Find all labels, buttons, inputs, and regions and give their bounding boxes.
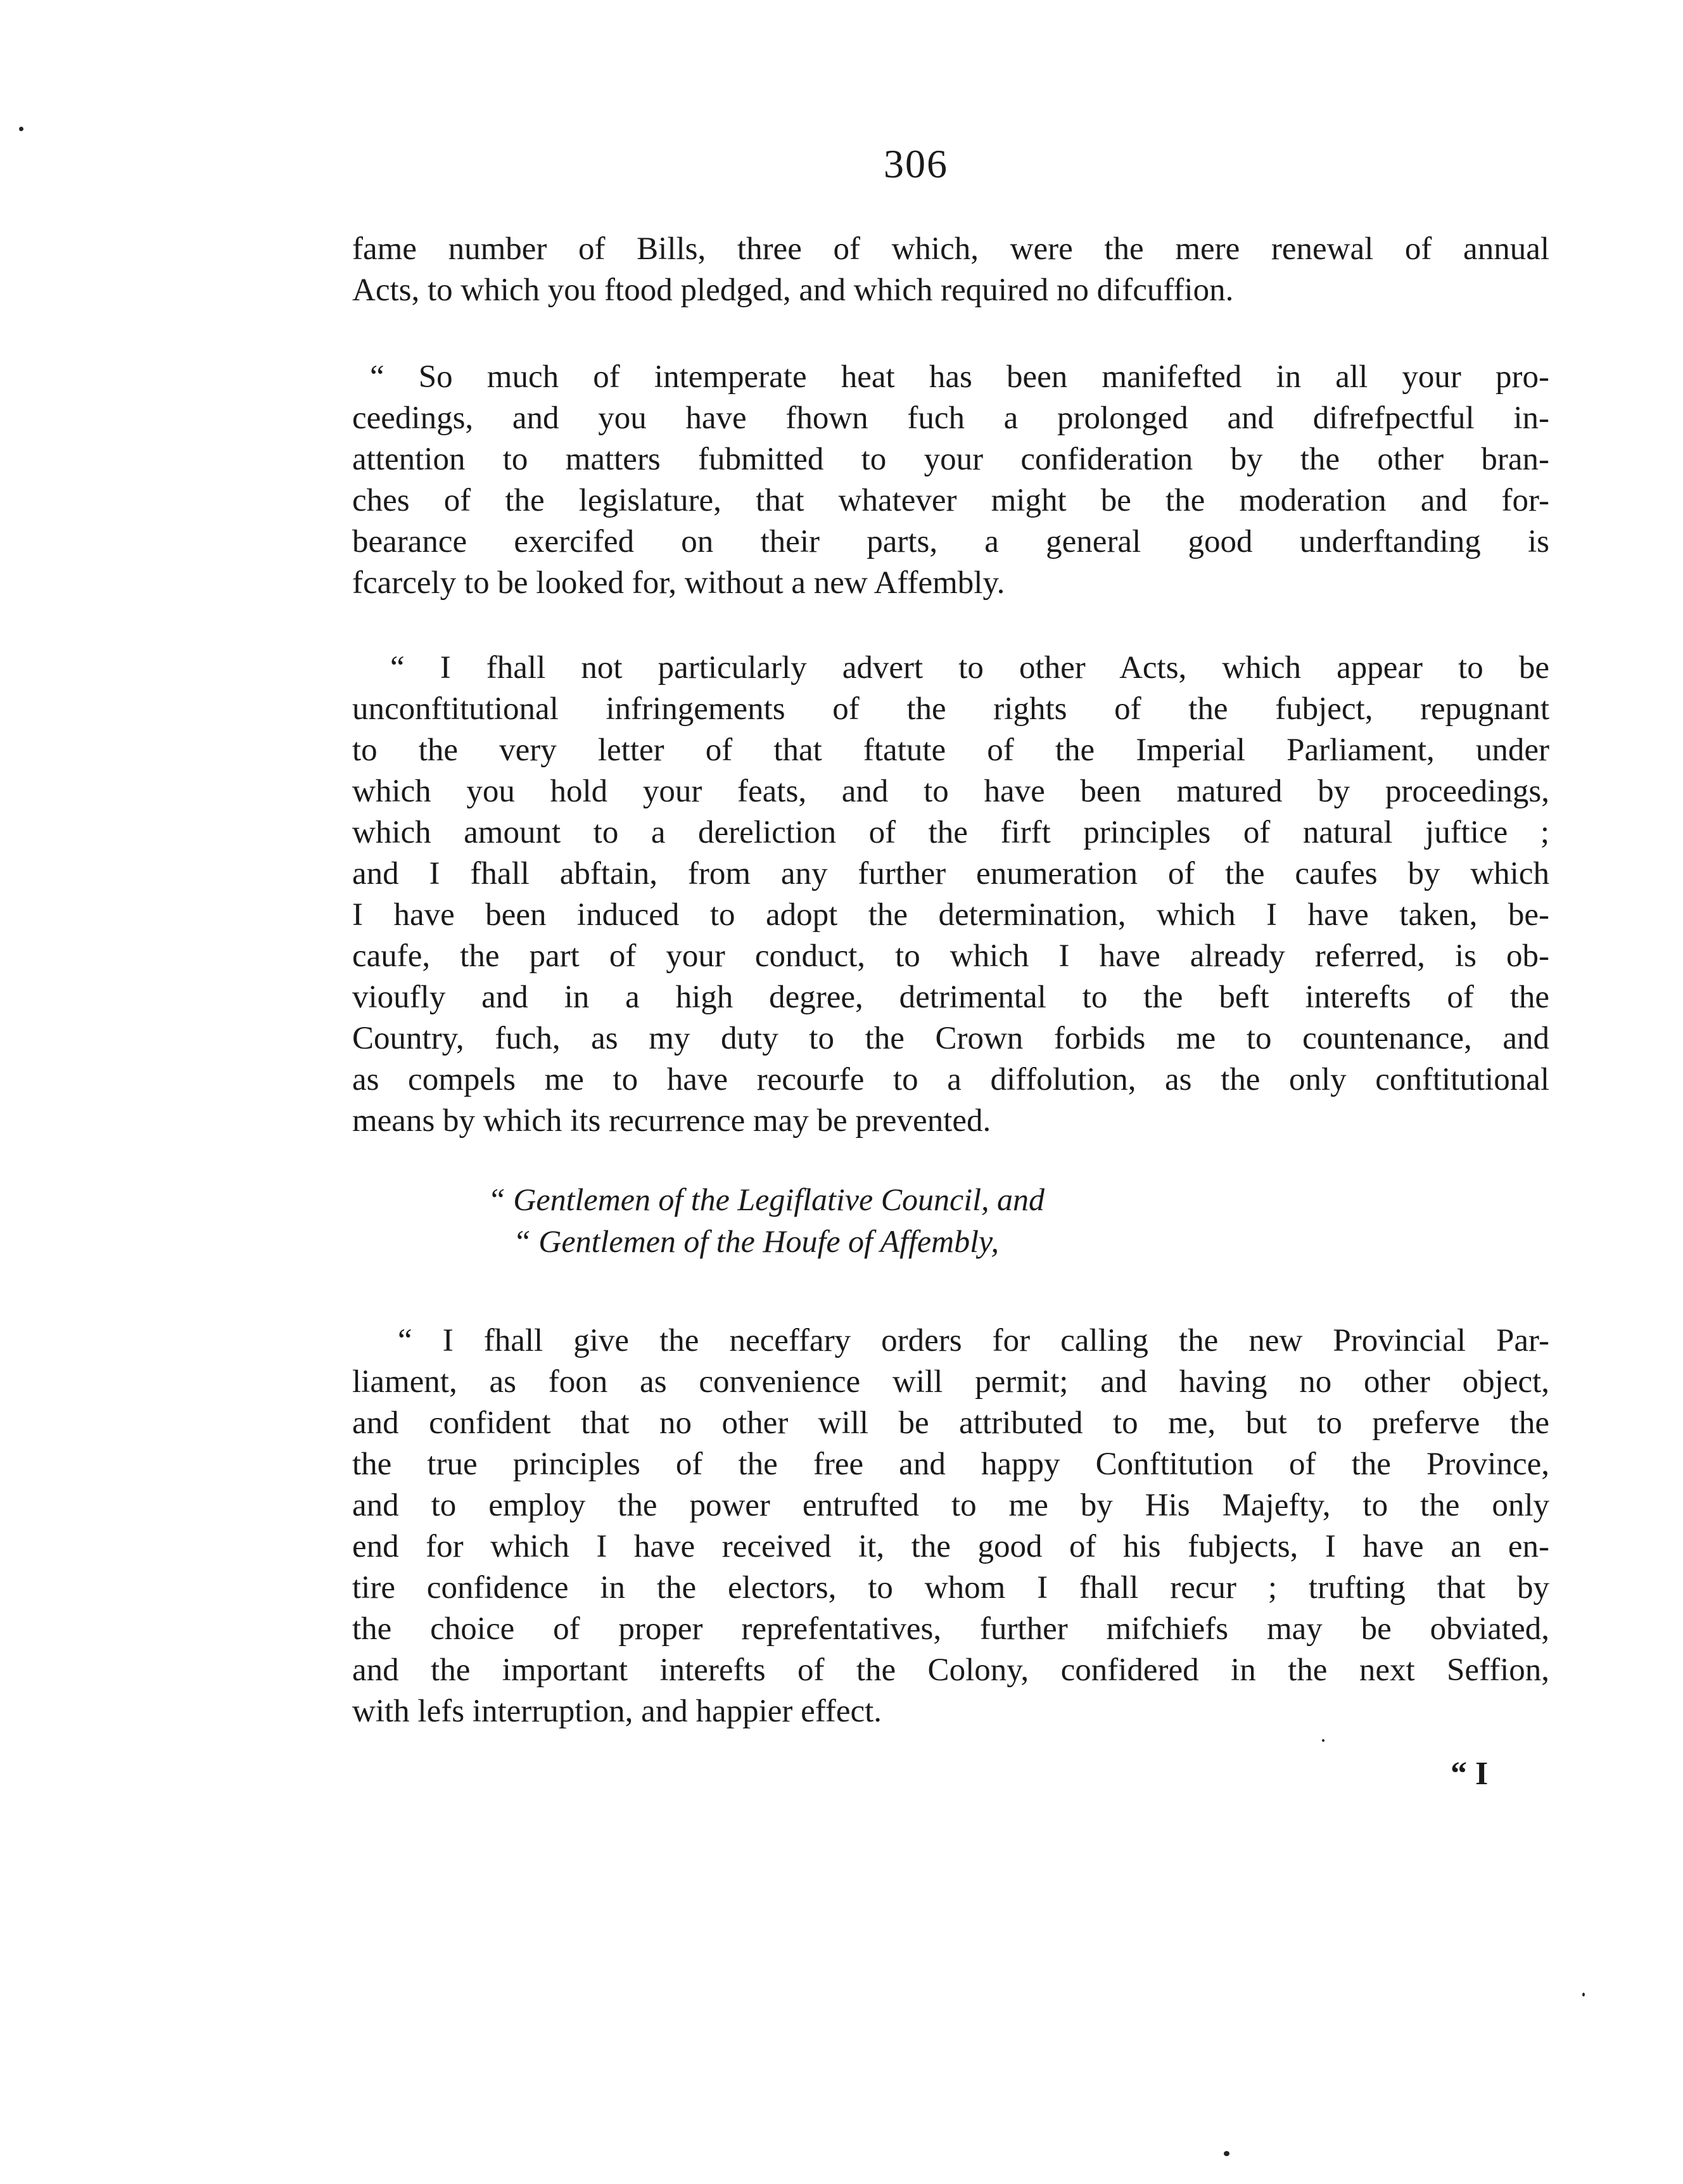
scan-speck <box>1322 1739 1324 1742</box>
text-line: “ So much of intemperate heat has been manifefted in all your pro- <box>370 359 1549 395</box>
text-line: ches of the legislature, that whatever might be the moderation and for- <box>352 483 1549 518</box>
text-line: unconftitutional infringements of the rights of the fubject, repugnant <box>352 691 1549 727</box>
text-line: and the important interefts of the Colony, confidered in the next Seffion, <box>352 1652 1549 1688</box>
text-line: and to employ the power entrufted to me by His Majefty, to the only <box>352 1488 1549 1523</box>
text-line: tire confidence in the electors, to whom I fhall recur ; trufting that by <box>352 1570 1549 1606</box>
text-line: ceedings, and you have fhown fuch a prolonged and difrefpectful in- <box>352 400 1549 436</box>
text-line: fame number of Bills, three of which, were the mere renewal of annual <box>352 231 1549 267</box>
scan-speck <box>1582 1993 1585 1996</box>
paragraph-1 <box>352 229 1549 311</box>
text-line: caufe, the part of your conduct, to which I have already referred, is ob- <box>352 938 1549 974</box>
paragraph-4 <box>352 1320 1549 1732</box>
text-line: which you hold your feats, and to have been matured by proceedings, <box>352 774 1549 809</box>
text-line: fcarcely to be looked for, without a new Affembly. <box>352 565 1005 601</box>
text-line: as compels me to have recourfe to a diffolution, as the only conftitutional <box>352 1062 1549 1097</box>
page-number: 306 <box>884 141 948 186</box>
paragraph-3 <box>352 648 1549 1142</box>
text-line: Country, fuch, as my duty to the Crown forbids me to countenance, and <box>352 1021 1549 1056</box>
address-line: “ Gentlemen of the Legiflative Council, and <box>488 1182 1045 1217</box>
text-line: and confident that no other will be attributed to me, but to preferve the <box>352 1405 1549 1441</box>
text-line: I have been induced to adopt the determination, which I have taken, be- <box>352 897 1549 933</box>
text-line: “ I fhall give the neceffary orders for calling the new Provincial Par- <box>398 1323 1549 1358</box>
text-line: means by which its recurrence may be prevented. <box>352 1103 991 1139</box>
address-salutation <box>0 1178 1683 1262</box>
text-line: the true principles of the free and happy Conftitution of the Province, <box>352 1446 1549 1482</box>
text-line: “ I fhall not particularly advert to other Acts, which appear to be <box>390 650 1549 686</box>
text-line: with lefs interruption, and happier effect. <box>352 1694 882 1729</box>
catchword: “ I <box>1451 1756 1489 1792</box>
text-line: to the very letter of that ftatute of the Imperial Parliament, under <box>352 732 1549 768</box>
text-line: Acts, to which you ftood pledged, and which required no difcuffion. <box>352 272 1234 308</box>
address-line: “ Gentlemen of the Houfe of Affembly, <box>513 1223 999 1259</box>
text-line: bearance exercifed on their parts, a general good underftanding is <box>352 524 1549 559</box>
text-line: end for which I have received it, the good of his fubjects, I have an en- <box>352 1529 1549 1564</box>
text-line: which amount to a dereliction of the firft principles of natural juftice ; <box>352 815 1549 850</box>
scan-speck <box>19 127 23 131</box>
scan-speck <box>1224 2151 1229 2156</box>
text-line: attention to matters fubmitted to your confideration by the other bran- <box>352 442 1549 477</box>
text-line: liament, as foon as convenience will permit; and having no other object, <box>352 1364 1549 1400</box>
paragraph-2 <box>352 357 1549 604</box>
text-line: vioufly and in a high degree, detrimental to the beft interefts of the <box>352 980 1549 1015</box>
text-line: and I fhall abftain, from any further enumeration of the caufes by which <box>352 856 1549 891</box>
text-line: the choice of proper reprefentatives, further mifchiefs may be obviated, <box>352 1611 1549 1647</box>
